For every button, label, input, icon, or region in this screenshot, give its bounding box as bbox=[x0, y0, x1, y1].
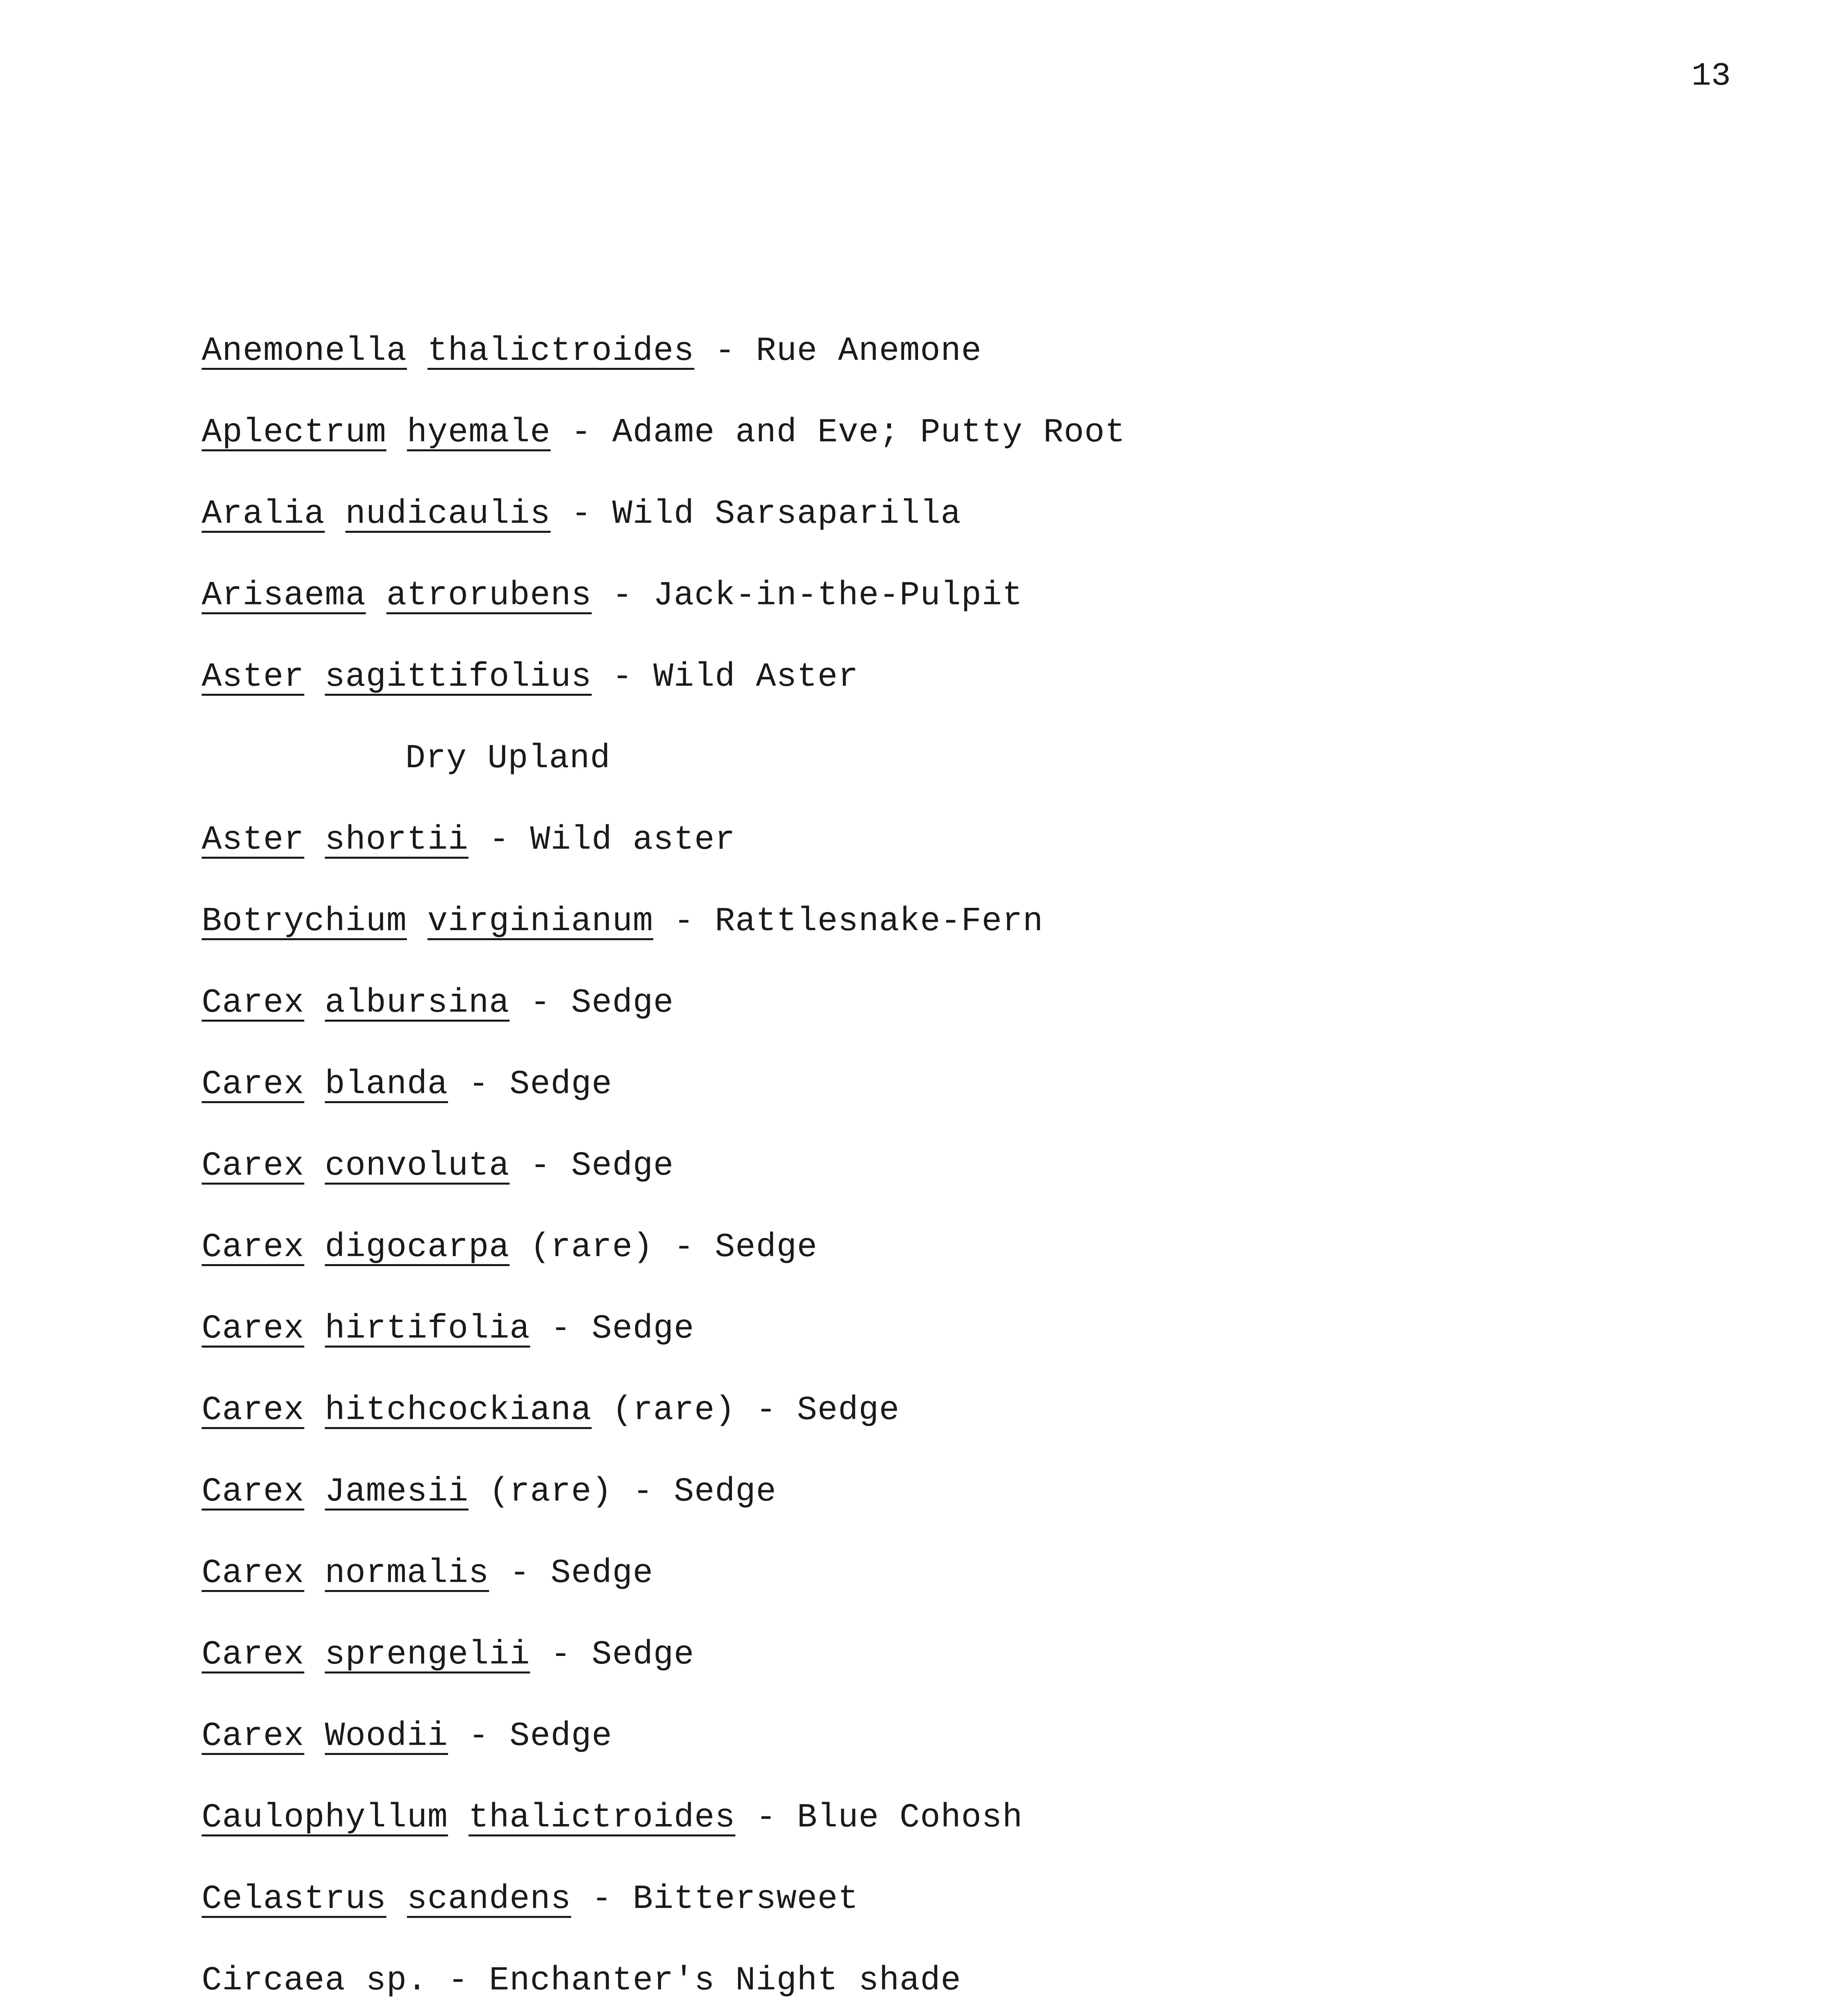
genus-name: Aralia bbox=[202, 495, 325, 533]
species-entry: Carex digocarpa (rare) - Sedge bbox=[202, 1229, 818, 1266]
common-name: Adame and Eve; Putty Root bbox=[612, 414, 1126, 452]
species-entry: Carex normalis - Sedge bbox=[202, 1554, 654, 1592]
species-name: hyemale bbox=[407, 414, 551, 452]
species-entry: Aster sagittifolius - Wild Aster bbox=[202, 658, 859, 696]
section-subheading: Dry Upland bbox=[405, 740, 611, 778]
species-name: thalictroides bbox=[427, 332, 694, 370]
species-name: nudicaulis bbox=[345, 495, 551, 533]
genus-name: Anemonella bbox=[202, 332, 407, 370]
genus-name: Carex bbox=[202, 1636, 305, 1674]
genus-name: Circaea bbox=[202, 1962, 345, 1997]
species-name: atrorubens bbox=[386, 577, 592, 615]
species-name: Jamesii bbox=[325, 1473, 469, 1511]
genus-name: Aster bbox=[202, 821, 305, 859]
species-entry: Botrychium virginianum - Rattlesnake-Fern bbox=[202, 903, 1043, 941]
common-name: Sedge bbox=[571, 984, 674, 1022]
species-name: virginianum bbox=[427, 903, 654, 941]
genus-name: Carex bbox=[202, 1554, 305, 1592]
genus-name: Carex bbox=[202, 1310, 305, 1348]
common-name: Wild aster bbox=[530, 821, 736, 859]
genus-name: Carex bbox=[202, 984, 305, 1022]
common-name: Sedge bbox=[510, 1066, 613, 1104]
rarity-note: (rare) bbox=[530, 1229, 654, 1266]
common-name: Blue Cohosh bbox=[797, 1799, 1023, 1837]
species-entry: Aster shortii - Wild aster bbox=[202, 821, 736, 859]
common-name: Rattlesnake-Fern bbox=[715, 903, 1043, 941]
species-name: shortii bbox=[325, 821, 469, 859]
species-entry: Celastrus scandens - Bittersweet bbox=[202, 1880, 859, 1918]
species-name: thalictroides bbox=[468, 1799, 736, 1837]
species-entry: Carex Woodii - Sedge bbox=[202, 1717, 613, 1755]
species-name: albursina bbox=[325, 984, 510, 1022]
species-name: digocarpa bbox=[325, 1229, 510, 1266]
genus-name: Botrychium bbox=[202, 903, 407, 941]
species-name: Woodii bbox=[325, 1717, 448, 1755]
genus-name: Carex bbox=[202, 1392, 305, 1429]
genus-name: Carex bbox=[202, 1066, 305, 1104]
genus-name: Carex bbox=[202, 1473, 305, 1511]
species-name: hitchcockiana bbox=[325, 1392, 592, 1429]
genus-name: Caulophyllum bbox=[202, 1799, 448, 1837]
rarity-note: (rare) bbox=[489, 1473, 613, 1511]
species-name: scandens bbox=[407, 1880, 571, 1918]
species-entry: Aplectrum hyemale - Adame and Eve; Putty Root bbox=[202, 414, 1126, 452]
genus-name: Carex bbox=[202, 1147, 305, 1185]
genus-name: Arisaema bbox=[202, 577, 366, 615]
common-name: Sedge bbox=[674, 1473, 777, 1511]
common-name: Sedge bbox=[571, 1147, 674, 1185]
species-entry: Aralia nudicaulis - Wild Sarsaparilla bbox=[202, 495, 962, 533]
species-entry: Arisaema atrorubens - Jack-in-the-Pulpit bbox=[202, 577, 1023, 615]
common-name: Bittersweet bbox=[633, 1880, 859, 1918]
species-entry: Carex blanda - Sedge bbox=[202, 1066, 613, 1104]
rarity-note: (rare) bbox=[612, 1392, 736, 1429]
common-name: Jack-in-the-Pulpit bbox=[653, 577, 1023, 615]
species-entry: Carex hitchcockiana (rare) - Sedge bbox=[202, 1392, 900, 1429]
common-name: Sedge bbox=[510, 1717, 613, 1755]
genus-name: Aster bbox=[202, 658, 305, 696]
genus-name: Celastrus bbox=[202, 1880, 387, 1918]
species-name: sprengelii bbox=[325, 1636, 530, 1674]
common-name: Sedge bbox=[797, 1392, 900, 1429]
species-name: blanda bbox=[325, 1066, 448, 1104]
common-name: Enchanter's Night shade bbox=[489, 1962, 962, 1997]
genus-name: Carex bbox=[202, 1717, 305, 1755]
common-name: Sedge bbox=[715, 1229, 818, 1266]
species-entry: Carex albursina - Sedge bbox=[202, 984, 674, 1022]
species-name: sagittifolius bbox=[325, 658, 592, 696]
common-name: Sedge bbox=[591, 1636, 694, 1674]
species-name: normalis bbox=[325, 1554, 489, 1592]
common-name: Wild Sarsaparilla bbox=[612, 495, 962, 533]
genus-name: Aplectrum bbox=[202, 414, 387, 452]
species-entry: Carex convoluta - Sedge bbox=[202, 1147, 674, 1185]
common-name: Sedge bbox=[591, 1310, 694, 1348]
common-name: Rue Anemone bbox=[756, 332, 982, 370]
species-name: sp. bbox=[366, 1962, 428, 1997]
species-name: convoluta bbox=[325, 1147, 510, 1185]
genus-name: Carex bbox=[202, 1229, 305, 1266]
species-name: hirtifolia bbox=[325, 1310, 530, 1348]
species-entry: Carex hirtifolia - Sedge bbox=[202, 1310, 694, 1348]
page-number: 13 bbox=[1691, 58, 1731, 95]
species-entry: Circaea sp. - Enchanter's Night shade bbox=[202, 1964, 1125, 1997]
common-name: Wild Aster bbox=[653, 658, 859, 696]
species-entry: Caulophyllum thalictroides - Blue Cohosh bbox=[202, 1799, 1023, 1837]
species-entry: Carex sprengelii - Sedge bbox=[202, 1636, 694, 1674]
species-entry: Carex Jamesii (rare) - Sedge bbox=[202, 1473, 777, 1511]
species-list bbox=[202, 332, 1126, 1997]
common-name: Sedge bbox=[550, 1554, 654, 1592]
species-entry: Anemonella thalictroides - Rue Anemone bbox=[202, 332, 982, 370]
